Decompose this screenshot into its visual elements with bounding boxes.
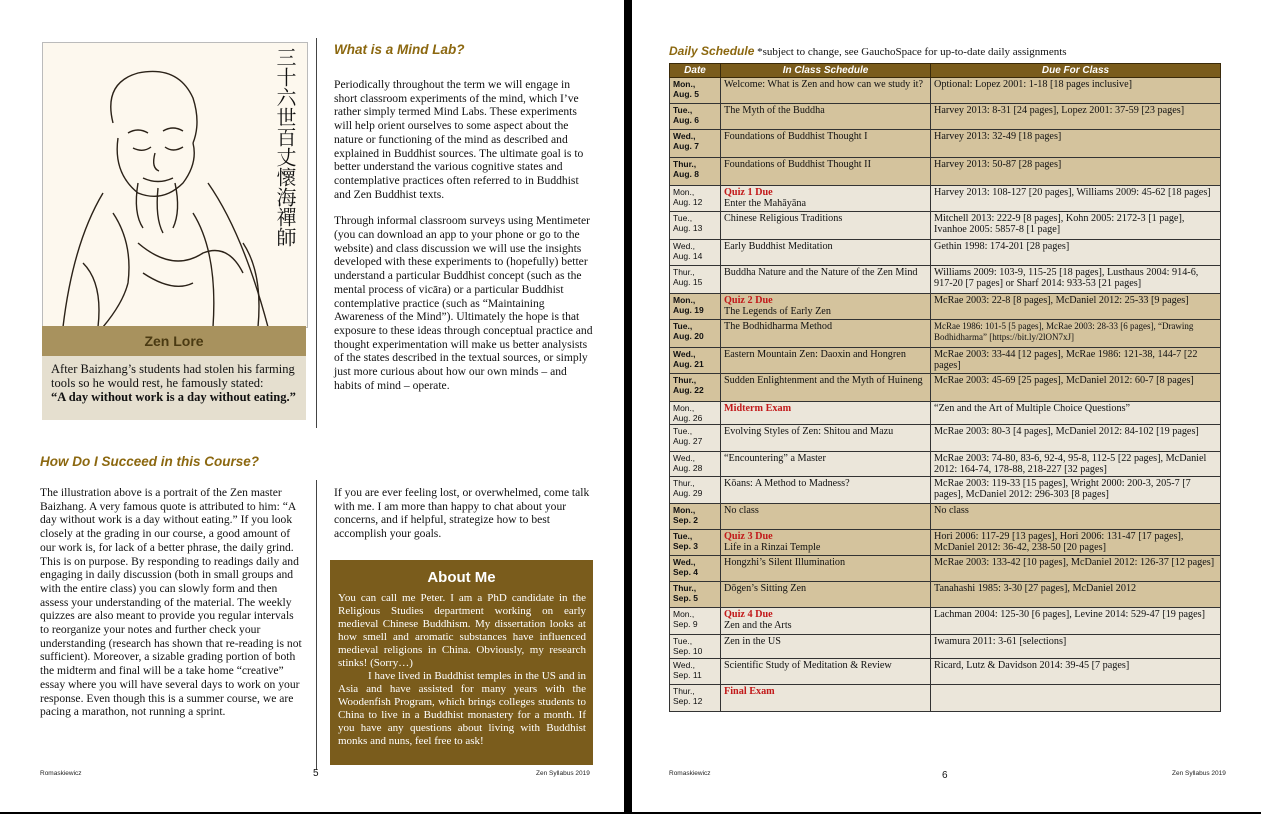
row-quiz-label: Final Exam	[724, 686, 775, 697]
mind-lab-p2: Through informal classroom surveys using Mentimeter (you can download an app to your phone or go to the website) and class discussion we will use the insights developed with these experiments to (hopefully) better understand a particular Buddhist concept (such as the mental process of vicāra) or a particular Buddhist contemplative practice (such as “Maintaining Awareness of the Mind”). Ultimately the hope is that exposure to these ideas through conceptual practice and thought experimentation will make us better analysists of the states described in the textual sources, or simply just more curious about how our own minds – and habits of mind – operate.	[334, 214, 593, 392]
row-day: Tue.,	[673, 105, 693, 115]
footer-author: Romaskiewicz	[669, 770, 711, 777]
schedule-row	[670, 186, 1221, 212]
footer-title: Zen Syllabus 2019	[536, 770, 590, 777]
row-topic: Kōans: A Method to Madness?	[724, 478, 850, 489]
row-topic: Welcome: What is Zen and how can we study it?	[724, 79, 924, 90]
row-day: Tue.,	[673, 531, 693, 541]
row-schedule	[721, 240, 931, 266]
schedule-row	[670, 659, 1221, 685]
row-date	[670, 78, 721, 104]
schedule-row	[670, 130, 1221, 158]
schedule-row	[670, 556, 1221, 582]
row-date	[670, 186, 721, 212]
row-due: McRae 2003: 22-8 [8 pages], McDaniel 2012: 25-33 [9 pages]	[931, 294, 1221, 320]
row-due: “Zen and the Art of Multiple Choice Questions”	[931, 402, 1221, 425]
row-schedule	[721, 425, 931, 452]
row-schedule	[721, 556, 931, 582]
schedule-subtitle: *subject to change, see GauchoSpace for up-to-date daily assignments	[757, 46, 1067, 58]
row-due: McRae 2003: 33-44 [12 pages], McRae 1986: 121-38, 144-7 [22 pages]	[931, 348, 1221, 374]
row-topic: Enter the Mahāyāna	[724, 198, 807, 209]
row-date-value: Aug. 8	[673, 169, 699, 179]
schedule-title: Daily Schedule	[669, 44, 755, 58]
row-topic: “Encountering” a Master	[724, 453, 826, 464]
row-schedule	[721, 266, 931, 294]
row-date-value: Aug. 22	[673, 385, 704, 395]
row-schedule	[721, 158, 931, 186]
row-date-value: Aug. 5	[673, 89, 699, 99]
row-date	[670, 374, 721, 402]
schedule-row	[670, 374, 1221, 402]
row-date	[670, 477, 721, 504]
schedule-row	[670, 320, 1221, 348]
row-date-value: Aug. 7	[673, 141, 699, 151]
schedule-row	[670, 78, 1221, 104]
row-topic: The Legends of Early Zen	[724, 306, 831, 317]
row-date	[670, 320, 721, 348]
schedule-row	[670, 104, 1221, 130]
schedule-title-line	[669, 44, 1067, 58]
row-due: McRae 2003: 74-80, 83-6, 92-4, 95-8, 112-5 [22 pages], McDaniel 2012: 164-74, 178-88, 218-227 [32 pages]	[931, 452, 1221, 477]
row-topic: The Myth of the Buddha	[724, 105, 825, 116]
mind-lab-heading: What is a Mind Lab?	[334, 42, 465, 57]
schedule-row	[670, 685, 1221, 712]
mind-lab-p1: Periodically throughout the term we will engage in short classroom experiments of the mind, which I’ve rather simply termed Mind Labs. These experiments will help orient ourselves to some aspect about the nature or functioning of the mind as described and explained in Buddhist sources. The ultimate goal is to better understand the various cognitive states and contemplative practices often referred to in Buddhist and Zen Buddhist texts.	[334, 78, 584, 201]
row-date-value: Sep. 2	[673, 515, 699, 525]
schedule-row	[670, 452, 1221, 477]
row-day: Mon.,	[673, 505, 696, 515]
row-due: McRae 2003: 133-42 [10 pages], McDaniel 2012: 126-37 [12 pages]	[931, 556, 1221, 582]
row-due: Optional: Lopez 2001: 1-18 [18 pages inclusive]	[931, 78, 1221, 104]
row-date	[670, 452, 721, 477]
row-day: Thur.,	[673, 159, 697, 169]
row-day: Wed.,	[673, 557, 696, 567]
row-day: Thur.,	[673, 375, 697, 385]
row-day: Wed.,	[673, 453, 696, 463]
zen-lore-box	[42, 326, 306, 420]
row-schedule	[721, 582, 931, 608]
row-date-value: Aug. 19	[673, 305, 704, 315]
row-date-value: Aug. 26	[673, 413, 703, 423]
row-schedule	[721, 608, 931, 635]
row-day: Wed.,	[673, 131, 696, 141]
row-topic: Foundations of Buddhist Thought I	[724, 131, 868, 142]
row-topic: The Bodhidharma Method	[724, 321, 833, 332]
about-me-p1: You can call me Peter. I am a PhD candidate in the Religious Studies department working on early medieval Chinese Buddhism. My dissertation looks at how smell and aromatic substances have influenced medieval religions in China. Obviously, my research stinks! (Sorry…)	[338, 592, 586, 669]
row-day: Mon.,	[673, 295, 696, 305]
row-quiz-label: Midterm Exam	[724, 403, 792, 414]
row-day: Wed.,	[673, 349, 696, 359]
row-date	[670, 158, 721, 186]
row-due: Tanahashi 1985: 3-30 [27 pages], McDaniel 2012	[931, 582, 1221, 608]
row-schedule	[721, 348, 931, 374]
row-schedule	[721, 186, 931, 212]
about-me-body	[330, 586, 593, 748]
row-due: No class	[931, 504, 1221, 530]
row-due: Harvey 2013: 32-49 [18 pages]	[931, 130, 1221, 158]
zen-lore-body	[42, 356, 306, 404]
row-day: Mon.,	[673, 403, 695, 413]
row-due: Ricard, Lutz & Davidson 2014: 39-45 [7 pages]	[931, 659, 1221, 685]
row-day: Tue.,	[673, 426, 693, 436]
row-due: McRae 2003: 80-3 [4 pages], McDaniel 2012: 84-102 [19 pages]	[931, 425, 1221, 452]
col-header-schedule: In Class Schedule	[721, 64, 931, 78]
schedule-row	[670, 635, 1221, 659]
row-quiz-label: Quiz 4 Due	[724, 609, 773, 620]
row-due: Gethin 1998: 174-201 [28 pages]	[931, 240, 1221, 266]
row-due: Harvey 2013: 108-127 [20 pages], Williams 2009: 45-62 [18 pages]	[931, 186, 1221, 212]
row-date	[670, 425, 721, 452]
row-date-value: Sep. 9	[673, 619, 698, 629]
column-divider-bottom	[316, 480, 317, 770]
row-day: Thur.,	[673, 583, 697, 593]
row-topic: Eastern Mountain Zen: Daoxin and Hongren	[724, 349, 906, 360]
about-me-box	[330, 560, 593, 765]
row-day: Thur.,	[673, 686, 695, 696]
row-day: Tue.,	[673, 636, 693, 646]
row-day: Thur.,	[673, 478, 695, 488]
about-me-title: About Me	[427, 569, 496, 586]
col-header-due: Due For Class	[931, 64, 1221, 78]
row-topic: Life in a Rinzai Temple	[724, 542, 821, 553]
succeed-heading: How Do I Succeed in this Course?	[40, 454, 260, 469]
row-schedule	[721, 294, 931, 320]
schedule-row	[670, 240, 1221, 266]
row-date	[670, 348, 721, 374]
row-due: McRae 1986: 101-5 [5 pages], McRae 2003: 28-33 [6 pages], “Drawing Bodhidharma” [https://bit.ly/2lON7xJ]	[931, 320, 1221, 348]
row-schedule	[721, 104, 931, 130]
row-date-value: Sep. 4	[673, 567, 699, 577]
row-schedule	[721, 130, 931, 158]
schedule-row	[670, 348, 1221, 374]
row-date	[670, 104, 721, 130]
row-date-value: Aug. 14	[673, 251, 703, 261]
row-schedule	[721, 504, 931, 530]
row-date-value: Sep. 10	[673, 646, 703, 656]
row-day: Mon.,	[673, 79, 696, 89]
schedule-row	[670, 212, 1221, 240]
succeed-p1: The illustration above is a portrait of the Zen master Baizhang. A very famous quote is attributed to him: “A day without work is a day without eating.” If you look closely at the grading in our course, a good amount of our work is, for lack of a better phrase, the daily grind. This is on purpose. By responding to readings daily and engaging in daily discussion (both in small groups and with the entire class) you can slowly form and then assess your understanding of the material. The weekly quizzes are also meant to provide you regular intervals to reorganize your notes and further check your understanding (research has shown that re-reading is not sufficient). Moreover, a sizable grading portion of both the midterm and final will be a take home “creative” essay where you will have several days to work on your response. Even though this is a summer course, we are pacing a marathon, not running a sprint.	[40, 486, 302, 719]
row-date	[670, 582, 721, 608]
row-day: Wed.,	[673, 241, 696, 251]
row-date-value: Aug. 12	[673, 197, 703, 207]
row-topic: Sudden Enlightenment and the Myth of Huineng	[724, 375, 923, 386]
row-date-value: Aug. 6	[673, 115, 699, 125]
row-date	[670, 530, 721, 556]
schedule-row	[670, 294, 1221, 320]
row-date	[670, 608, 721, 635]
schedule-row	[670, 504, 1221, 530]
row-topic: Foundations of Buddhist Thought II	[724, 159, 871, 170]
row-schedule	[721, 320, 931, 348]
row-date	[670, 504, 721, 530]
row-day: Tue.,	[673, 213, 693, 223]
row-due	[931, 685, 1221, 712]
column-divider-top	[316, 38, 317, 428]
row-day: Tue.,	[673, 321, 693, 331]
row-schedule	[721, 635, 931, 659]
schedule-header-row	[670, 64, 1221, 78]
page-5	[0, 0, 624, 812]
row-date-value: Sep. 5	[673, 593, 699, 603]
row-schedule	[721, 477, 931, 504]
row-date-value: Sep. 11	[673, 670, 702, 680]
row-topic: Scientific Study of Meditation & Review	[724, 660, 892, 671]
zen-lore-title: Zen Lore	[42, 326, 306, 356]
row-day: Wed.,	[673, 660, 696, 670]
row-schedule	[721, 685, 931, 712]
row-date-value: Aug. 29	[673, 488, 703, 498]
row-date	[670, 402, 721, 425]
col-header-date: Date	[670, 64, 721, 78]
row-date-value: Sep. 12	[673, 696, 703, 706]
row-schedule	[721, 374, 931, 402]
succeed-p2: If you are ever feeling lost, or overwhelmed, come talk with me. I am more than happy to chat about your concerns, and if helpful, strategize how to best accomplish your goals.	[334, 486, 590, 541]
schedule-row	[670, 582, 1221, 608]
row-due: Hori 2006: 117-29 [13 pages], Hori 2006: 131-47 [17 pages], McDaniel 2012: 36-42, 238-50 [20 pages]	[931, 530, 1221, 556]
schedule-row	[670, 530, 1221, 556]
row-topic: Zen and the Arts	[724, 620, 792, 631]
about-me-p2: I have lived in Buddhist temples in the US and in Asia and have assisted for many years with the Woodenfish Program, which brings colleges students to China to live in a Buddhist monastery for a month. If you have any questions about living with Buddhist monks and nuns, feel free to ask!	[338, 670, 586, 747]
row-schedule	[721, 402, 931, 425]
row-topic: Zen in the US	[724, 636, 781, 647]
row-topic: Evolving Styles of Zen: Shitou and Mazu	[724, 426, 894, 437]
footer-title: Zen Syllabus 2019	[1172, 770, 1226, 777]
row-date	[670, 659, 721, 685]
zen-lore-text: After Baizhang’s students had stolen his farming tools so he would rest, he famously stated:	[51, 362, 295, 390]
row-due: Iwamura 2011: 3-61 [selections]	[931, 635, 1221, 659]
page-number: 6	[942, 770, 948, 781]
row-topic: Buddha Nature and the Nature of the Zen Mind	[724, 267, 918, 278]
row-quiz-label: Quiz 3 Due	[724, 531, 773, 542]
row-due: McRae 2003: 45-69 [25 pages], McDaniel 2012: 60-7 [8 pages]	[931, 374, 1221, 402]
row-date	[670, 635, 721, 659]
row-due: Lachman 2004: 125-30 [6 pages], Levine 2014: 529-47 [19 pages]	[931, 608, 1221, 635]
row-date-value: Aug. 21	[673, 359, 704, 369]
row-date	[670, 685, 721, 712]
row-schedule	[721, 212, 931, 240]
row-date	[670, 240, 721, 266]
row-date	[670, 294, 721, 320]
row-day: Mon.,	[673, 187, 695, 197]
row-date	[670, 130, 721, 158]
row-schedule	[721, 530, 931, 556]
row-due: Mitchell 2013: 222-9 [8 pages], Kohn 2005: 2172-3 [1 page], Ivanhoe 2005: 5857-8 [1 page]	[931, 212, 1221, 240]
row-quiz-label: Quiz 2 Due	[724, 295, 773, 306]
schedule-table	[669, 63, 1221, 712]
row-date-value: Aug. 15	[673, 277, 703, 287]
row-schedule	[721, 659, 931, 685]
row-due: McRae 2003: 119-33 [15 pages], Wright 2000: 200-3, 205-7 [7 pages], McDaniel 2012: 296-303 [8 pages]	[931, 477, 1221, 504]
row-date-value: Aug. 28	[673, 463, 703, 473]
row-topic: Hongzhi’s Silent Illumination	[724, 557, 846, 568]
schedule-row	[670, 266, 1221, 294]
row-date	[670, 556, 721, 582]
row-date	[670, 212, 721, 240]
row-topic: Early Buddhist Meditation	[724, 241, 833, 252]
page-6	[632, 0, 1261, 812]
row-schedule	[721, 78, 931, 104]
row-due: Harvey 2013: 50-87 [28 pages]	[931, 158, 1221, 186]
schedule-row	[670, 158, 1221, 186]
schedule-row	[670, 608, 1221, 635]
row-date	[670, 266, 721, 294]
row-schedule	[721, 452, 931, 477]
row-topic: No class	[724, 505, 759, 516]
schedule-row	[670, 402, 1221, 425]
row-topic: Dōgen’s Sitting Zen	[724, 583, 807, 594]
monk-illustration	[43, 43, 307, 327]
row-date-value: Aug. 27	[673, 436, 703, 446]
row-day: Thur.,	[673, 267, 695, 277]
row-quiz-label: Quiz 1 Due	[724, 187, 773, 198]
row-due: Williams 2009: 103-9, 115-25 [18 pages], Lusthaus 2004: 914-6, 917-20 [7 pages] or Sharf 2014: 933-53 [21 pages]	[931, 266, 1221, 294]
page-number: 5	[313, 768, 319, 779]
zen-lore-quote: “A day without work is a day without eating.”	[51, 390, 296, 404]
row-date-value: Aug. 20	[673, 331, 704, 341]
row-topic: Chinese Religious Traditions	[724, 213, 843, 224]
mind-lab-text	[334, 78, 596, 405]
footer-author: Romaskiewicz	[40, 770, 82, 777]
baizhang-portrait	[42, 42, 308, 328]
row-date-value: Sep. 3	[673, 541, 699, 551]
row-day: Mon.,	[673, 609, 695, 619]
schedule-row	[670, 425, 1221, 452]
row-due: Harvey 2013: 8-31 [24 pages], Lopez 2001: 37-59 [23 pages]	[931, 104, 1221, 130]
row-date-value: Aug. 13	[673, 223, 703, 233]
schedule-row	[670, 477, 1221, 504]
calligraphy: 三十六世百丈懷海禪師	[273, 47, 295, 247]
